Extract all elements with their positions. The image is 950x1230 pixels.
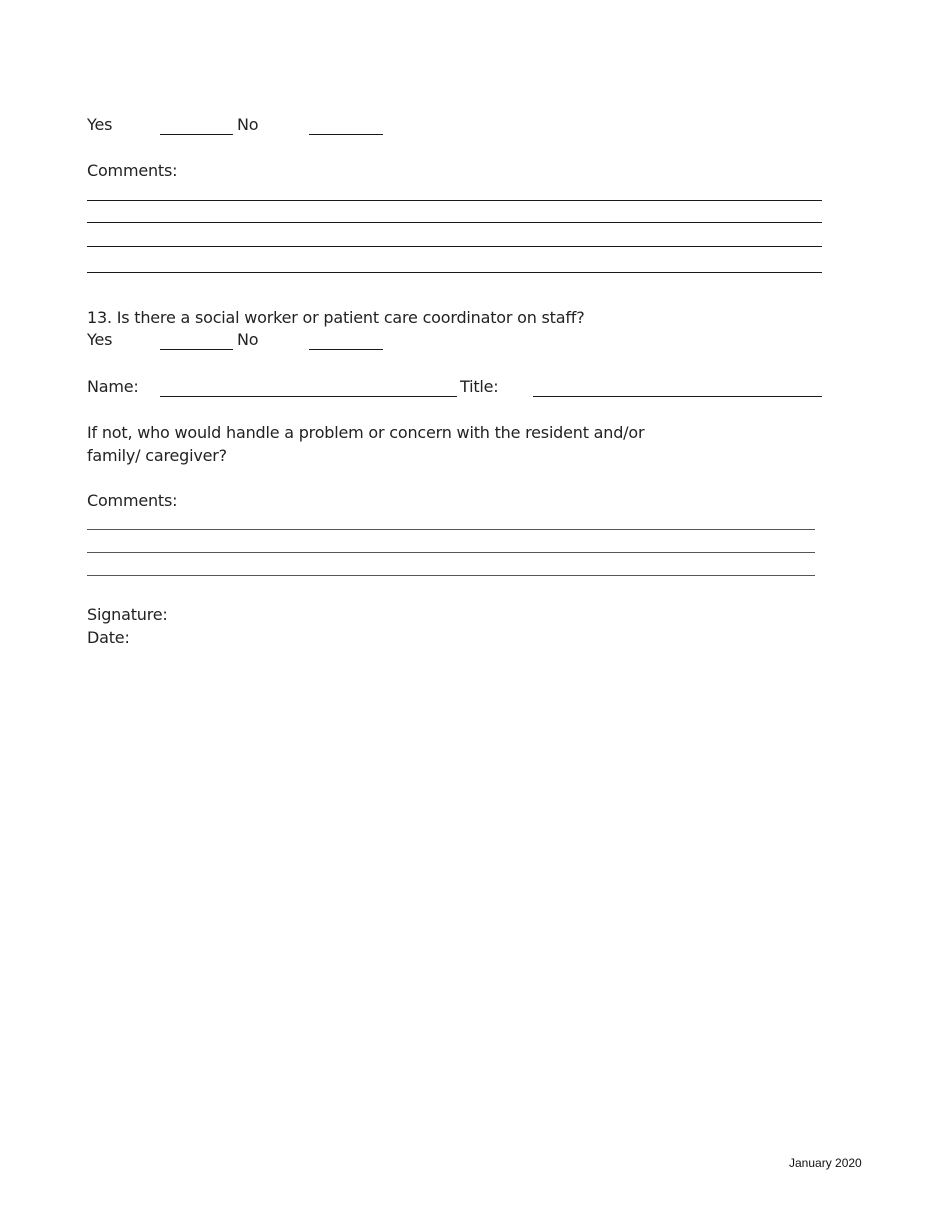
no-answer-line[interactable]	[309, 134, 383, 135]
q13-comment-line[interactable]	[87, 529, 815, 530]
q13-yes-label: Yes	[87, 330, 113, 349]
yes-label: Yes	[87, 115, 113, 134]
name-label: Name:	[87, 377, 139, 396]
comments-label: Comments:	[87, 161, 178, 180]
q13-comment-line[interactable]	[87, 552, 815, 553]
date-label: Date:	[87, 628, 130, 647]
footer-date: January 2020	[789, 1156, 862, 1170]
name-field-line[interactable]	[160, 396, 457, 397]
q13-comment-line[interactable]	[87, 575, 815, 576]
yes-answer-line[interactable]	[160, 134, 233, 135]
q13-yes-answer-line[interactable]	[160, 349, 233, 350]
comment-line[interactable]	[87, 246, 822, 247]
signature-label: Signature:	[87, 605, 168, 624]
comment-line[interactable]	[87, 200, 822, 201]
comment-line[interactable]	[87, 272, 822, 273]
question-13-text: 13. Is there a social worker or patient care coordinator on staff?	[87, 308, 585, 327]
title-label: Title:	[460, 377, 499, 396]
q13-no-answer-line[interactable]	[309, 349, 383, 350]
q13-comments-label: Comments:	[87, 491, 178, 510]
followup-question: If not, who would handle a problem or concern with the resident and/or family/ caregiver?	[87, 423, 645, 465]
q13-no-label: No	[237, 330, 259, 349]
comment-line[interactable]	[87, 222, 822, 223]
title-field-line[interactable]	[533, 396, 822, 397]
no-label: No	[237, 115, 259, 134]
